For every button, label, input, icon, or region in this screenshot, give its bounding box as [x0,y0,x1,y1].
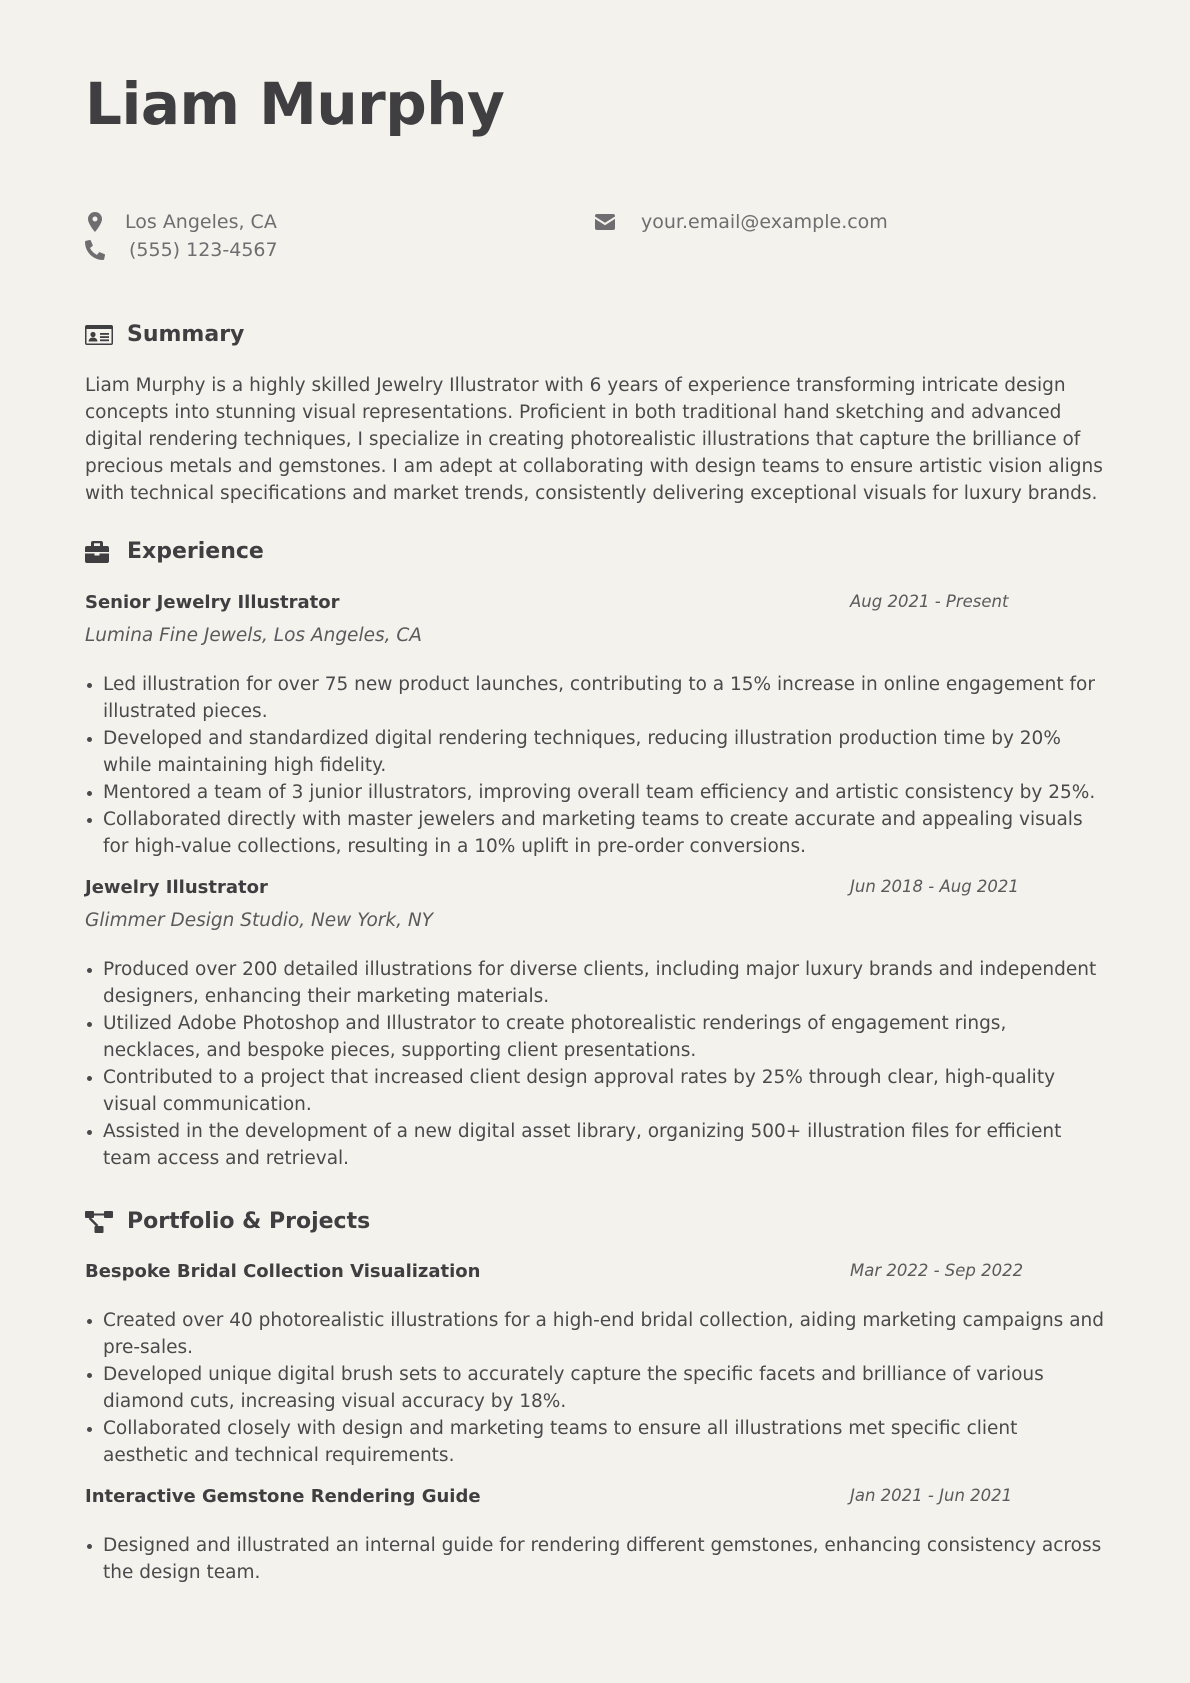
job-title: Jewelry Illustrator [85,877,268,898]
job-title: Senior Jewelry Illustrator [85,592,340,613]
projects-heading-text: Portfolio & Projects [127,1209,371,1234]
project-dates: Jan 2021 - Jun 2021 [850,1486,1013,1505]
list-item: Collaborated directly with master jewelers and marketing teams to create accurate and appealing visuals for high-value collections, resulting in a 10% uplift in pre-order conversions. [85,806,1105,860]
envelope-icon [595,212,615,232]
project-bullets [85,1532,1105,1586]
list-item: Assisted in the development of a new digital asset library, organizing 500+ illustration files for efficient team access and retrieval. [85,1118,1105,1172]
summary-heading [85,322,244,347]
job-bullets [85,671,1105,860]
list-item: Contributed to a project that increased client design approval rates by 25% through clear, high-quality visual communication. [85,1064,1105,1118]
list-item: Developed unique digital brush sets to accurately capture the specific facets and brilliance of various diamond cuts, increasing visual accuracy by 18%. [85,1361,1105,1415]
job-organization: Glimmer Design Studio, New York, NY [85,910,434,931]
contact-phone [85,239,278,261]
job-organization: Lumina Fine Jewels, Los Angeles, CA [85,625,422,646]
list-item: Created over 40 photorealistic illustrations for a high-end bridal collection, aiding marketing campaigns and pre-sales. [85,1307,1105,1361]
contact-email [595,211,888,233]
job-dates: Jun 2018 - Aug 2021 [850,877,1019,896]
list-item: Collaborated closely with design and marketing teams to ensure all illustrations met specific client aesthetic and technical requirements. [85,1415,1105,1469]
phone-icon [85,240,105,260]
email-text[interactable]: your.email@example.com [641,211,888,233]
project-diagram-icon [85,1210,113,1234]
contact-location [85,211,277,233]
project-title: Bespoke Bridal Collection Visualization [85,1261,481,1282]
project-dates: Mar 2022 - Sep 2022 [850,1261,1024,1280]
experience-heading-text: Experience [127,539,264,564]
project-bullets [85,1307,1105,1469]
summary-text: Liam Murphy is a highly skilled Jewelry Illustrator with 6 years of experience transforming intricate design concepts into stunning visual representations. Proficient in both traditional hand sketching and advanced digital rendering techniques, I specialize in creating photorealistic illustrations that capture the brilliance of precious metals and gemstones. I am adept at collaborating with design teams to ensure artistic vision aligns with technical specifications and market trends, consistently delivering exceptional visuals for luxury brands. [85,375,1103,504]
list-item: Developed and standardized digital rendering techniques, reducing illustration production time by 20% while maintaining high fidelity. [85,725,1105,779]
id-card-icon [85,323,113,347]
projects-heading [85,1209,370,1234]
candidate-name: Liam Murphy [85,70,505,138]
list-item: Designed and illustrated an internal guide for rendering different gemstones, enhancing consistency across the design team. [85,1532,1105,1586]
list-item: Mentored a team of 3 junior illustrators, improving overall team efficiency and artistic consistency by 25%. [85,779,1105,806]
map-pin-icon [85,212,105,232]
job-dates: Aug 2021 - Present [850,592,1009,611]
phone-text: (555) 123-4567 [129,239,278,261]
briefcase-icon [85,540,113,564]
list-item: Led illustration for over 75 new product launches, contributing to a 15% increase in online engagement for illustrated pieces. [85,671,1105,725]
list-item: Utilized Adobe Photoshop and Illustrator to create photorealistic renderings of engagement rings, necklaces, and bespoke pieces, supporting client presentations. [85,1010,1105,1064]
location-text: Los Angeles, CA [125,211,277,233]
list-item: Produced over 200 detailed illustrations for diverse clients, including major luxury brands and independent designers, enhancing their marketing materials. [85,956,1105,1010]
summary-heading-text: Summary [127,322,245,347]
experience-heading [85,539,264,564]
project-title: Interactive Gemstone Rendering Guide [85,1486,481,1507]
job-bullets [85,956,1105,1172]
